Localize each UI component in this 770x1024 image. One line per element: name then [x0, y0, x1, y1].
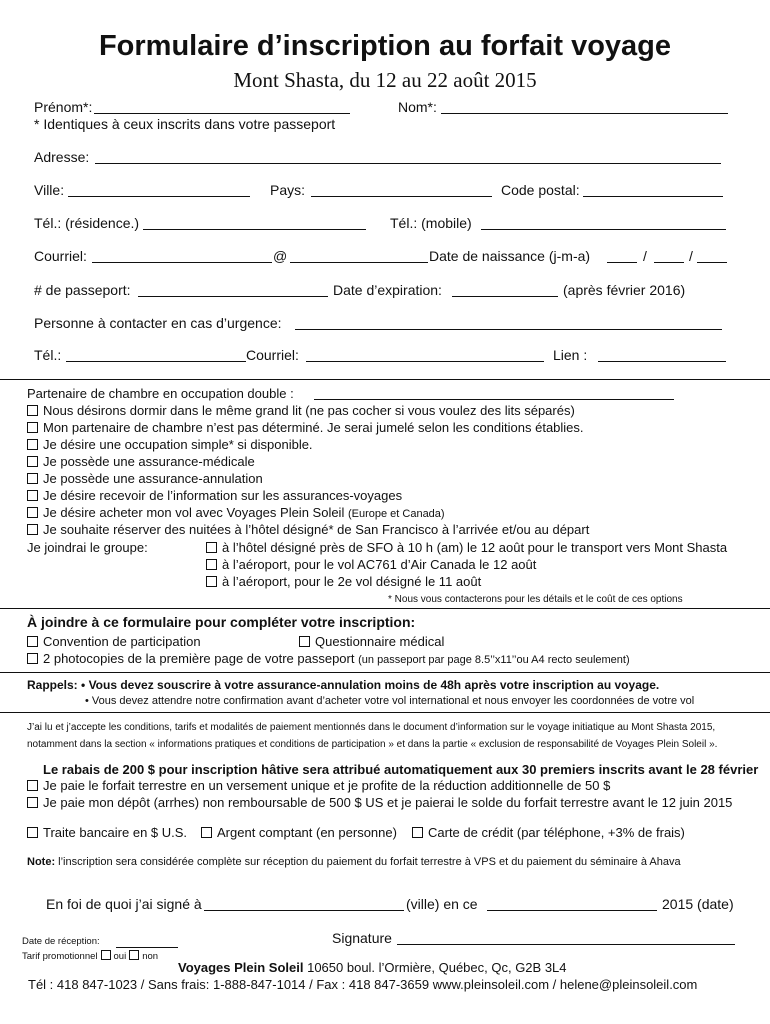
apres-fevrier-note: (après février 2016) — [563, 282, 686, 298]
europe-note: (Europe et Canada) — [347, 508, 445, 520]
courriel-user-field[interactable] — [92, 262, 272, 263]
acceptation-line-2: notamment dans la section « informations pratiques et conditions de participation » et dans la partie « exclusion de responsabilité de Voyages Plein Soleil ». — [27, 739, 718, 750]
option-item[interactable]: Je souhaite réserver des nuitées à l’hôtel désigné* de San Francisco à l’arrivée et/ou au départ — [27, 522, 589, 537]
date-naissance-label: Date de naissance (j-m-a) — [429, 248, 591, 264]
rabais-notice: Le rabais de 200 $ pour inscription hâtive sera attribué automatiquement aux 30 premiers inscrits avant le 28 février — [43, 762, 759, 777]
urgence-courriel-field[interactable] — [306, 361, 544, 362]
option-item[interactable]: Mon partenaire de chambre n’est pas déterminé. Je serai jumelé selon les conditions établies. — [27, 420, 584, 435]
option-item[interactable]: Je désire acheter mon vol avec Voyages Plein Soleil (Europe et Canada) — [27, 505, 445, 520]
groupe-option[interactable]: à l’aéroport, pour le vol AC761 d’Air Canada le 12 août — [206, 557, 536, 572]
prenom-label: Prénom*: — [34, 99, 93, 115]
slash-1: / — [643, 248, 647, 264]
groupe-option[interactable]: à l’hôtel désigné près de SFO à 10 h (am) le 12 août pour le transport vers Mont Shasta — [206, 540, 727, 555]
section-divider — [0, 379, 770, 380]
nom-label: Nom*: — [398, 99, 437, 115]
adresse-label: Adresse: — [34, 149, 90, 165]
option-item[interactable]: Nous désirons dormir dans le même grand lit (ne pas cocher si vous voulez des lits séparés) — [27, 403, 575, 418]
option-item[interactable]: Je possède une assurance-annulation — [27, 471, 263, 486]
section-divider — [0, 608, 770, 609]
acceptation-line-1: J’ai lu et j’accepte les conditions, tarifs et modalités de paiement mentionnés dans le document d’information sur le voyage initiatique au Mont Shasta 2015, — [27, 722, 716, 733]
contact-note: * Nous vous contacterons pour les détails et le coût de ces options — [388, 594, 683, 605]
date-reception-field[interactable] — [116, 947, 178, 948]
checkbox[interactable] — [27, 439, 38, 450]
nom-field[interactable] — [441, 113, 728, 114]
joindrai-label: Je joindrai le groupe: — [27, 540, 148, 555]
checkbox[interactable] — [27, 780, 38, 791]
date-reception-label: Date de réception: — [22, 936, 100, 947]
tel-mobile-field[interactable] — [481, 229, 726, 230]
option-item[interactable]: Je désire recevoir de l’information sur les assurances-voyages — [27, 488, 402, 503]
paiement-depot-item[interactable]: Je paie mon dépôt (arrhes) non remboursable de 500 $ US et je paierai le solde du forfait terrestre avant le 12 juin 2015 — [27, 795, 732, 810]
checkbox[interactable] — [27, 473, 38, 484]
checkbox[interactable] — [27, 422, 38, 433]
argent-item[interactable]: Argent comptant (en personne) — [201, 825, 397, 840]
date-expiration-label: Date d’expiration: — [333, 282, 442, 298]
code-postal-field[interactable] — [583, 196, 723, 197]
checkbox[interactable] — [27, 405, 38, 416]
checkbox[interactable] — [206, 542, 217, 553]
questionnaire-item[interactable]: Questionnaire médical — [299, 634, 444, 649]
birth-month-field[interactable] — [654, 262, 684, 263]
checkbox[interactable] — [27, 797, 38, 808]
checkbox[interactable] — [299, 636, 310, 647]
signature-field[interactable] — [397, 944, 735, 945]
convention-item[interactable]: Convention de participation — [27, 634, 201, 649]
pays-label: Pays: — [270, 182, 306, 198]
tarif-promotionnel: Tarif promotionnel oui non — [22, 951, 159, 962]
tel-mobile-label: Tél.: (mobile) — [390, 215, 472, 231]
lien-field[interactable] — [598, 361, 726, 362]
date-signature-field[interactable] — [487, 910, 657, 911]
urgence-tel-label: Tél.: — [34, 347, 62, 363]
partenaire-field[interactable] — [314, 399, 674, 400]
carte-item[interactable]: Carte de crédit (par téléphone, +3% de frais) — [412, 825, 685, 840]
birth-year-field[interactable] — [697, 262, 727, 263]
checkbox[interactable] — [201, 827, 212, 838]
date-expiration-field[interactable] — [452, 296, 558, 297]
courriel-domain-field[interactable] — [290, 262, 428, 263]
urgence-courriel-label: Courriel: — [246, 347, 299, 363]
urgence-field[interactable] — [295, 329, 722, 330]
ville-label: Ville: — [34, 182, 65, 198]
option-item[interactable]: Je désire une occupation simple* si disponible. — [27, 437, 313, 452]
lieu-field[interactable] — [204, 910, 404, 911]
code-postal-label: Code postal: — [501, 182, 580, 198]
adresse-field[interactable] — [95, 163, 721, 164]
checkbox[interactable] — [27, 653, 38, 664]
photocopies-item[interactable]: 2 photocopies de la première page de votre passeport (un passeport par page 8.5’’x11’’ou A4 recto seulement) — [27, 651, 630, 666]
signature-label: Signature — [332, 930, 392, 946]
partenaire-label: Partenaire de chambre en occupation double : — [27, 386, 294, 401]
at-sign: @ — [273, 248, 288, 264]
option-item[interactable]: Je possède une assurance-médicale — [27, 454, 255, 469]
tel-residence-label: Tél.: (résidence.) — [34, 215, 140, 231]
checkbox[interactable] — [27, 507, 38, 518]
footer-contact: Tél : 418 847-1023 / Sans frais: 1-888-847-1014 / Fax : 418 847-3659 www.pleinsoleil.com / helene@pleinsoleil.com — [28, 977, 698, 992]
paiement-unique-item[interactable]: Je paie le forfait terrestre en un versement unique et je profite de la réduction additionnelle de 50 $ — [27, 778, 610, 793]
page-title: Formulaire d’inscription au forfait voyage — [98, 30, 672, 62]
groupe-option[interactable]: à l’aéroport, pour le 2e vol désigné le 11 août — [206, 574, 481, 589]
slash-2: / — [689, 248, 693, 264]
urgence-label: Personne à contacter en cas d’urgence: — [34, 315, 282, 331]
checkbox[interactable] — [27, 636, 38, 647]
section-divider — [0, 672, 770, 673]
checkbox[interactable] — [206, 576, 217, 587]
checkbox[interactable] — [27, 524, 38, 535]
joindre-heading: À joindre à ce formulaire pour compléter votre inscription: — [27, 614, 416, 630]
passeport-field[interactable] — [138, 296, 328, 297]
birth-day-field[interactable] — [607, 262, 637, 263]
checkbox[interactable] — [27, 490, 38, 501]
checkbox[interactable] — [206, 559, 217, 570]
section-divider — [0, 712, 770, 713]
checkbox[interactable] — [27, 827, 38, 838]
traite-item[interactable]: Traite bancaire en $ U.S. — [27, 825, 187, 840]
ville-field[interactable] — [68, 196, 250, 197]
checkbox[interactable] — [129, 950, 139, 960]
passport-note: * Identiques à ceux inscrits dans votre passeport — [34, 116, 336, 132]
en-foi-label: En foi de quoi j’ai signé à — [46, 896, 202, 912]
urgence-tel-field[interactable] — [66, 361, 246, 362]
ville-en-ce-label: (ville) en ce — [406, 896, 478, 912]
courriel-label: Courriel: — [34, 248, 87, 264]
lien-label: Lien : — [553, 347, 588, 363]
paiement-note: Note: l’inscription sera considérée complète sur réception du paiement du forfait terrestre à VPS et du paiement du séminaire à Ahava — [27, 856, 681, 868]
page-subtitle: Mont Shasta, du 12 au 22 août 2015 — [233, 68, 537, 92]
tel-residence-field[interactable] — [143, 229, 366, 230]
passeport-label: # de passeport: — [34, 282, 131, 298]
pays-field[interactable] — [311, 196, 492, 197]
checkbox[interactable] — [27, 456, 38, 467]
checkbox[interactable] — [101, 950, 111, 960]
date-2015-label: 2015 (date) — [662, 896, 734, 912]
footer-address: Voyages Plein Soleil 10650 boul. l’Ormière, Québec, Qc, G2B 3L4 — [178, 960, 567, 975]
rappel-line-2: • Vous devez attendre notre confirmation avant d’acheter votre vol international et nous envoyer les coordonnées de votre vol — [85, 695, 695, 707]
rappel-line-1: Rappels: • Vous devez souscrire à votre assurance-annulation moins de 48h après votre inscription au voyage. — [27, 678, 660, 692]
prenom-field[interactable] — [94, 113, 350, 114]
checkbox[interactable] — [412, 827, 423, 838]
